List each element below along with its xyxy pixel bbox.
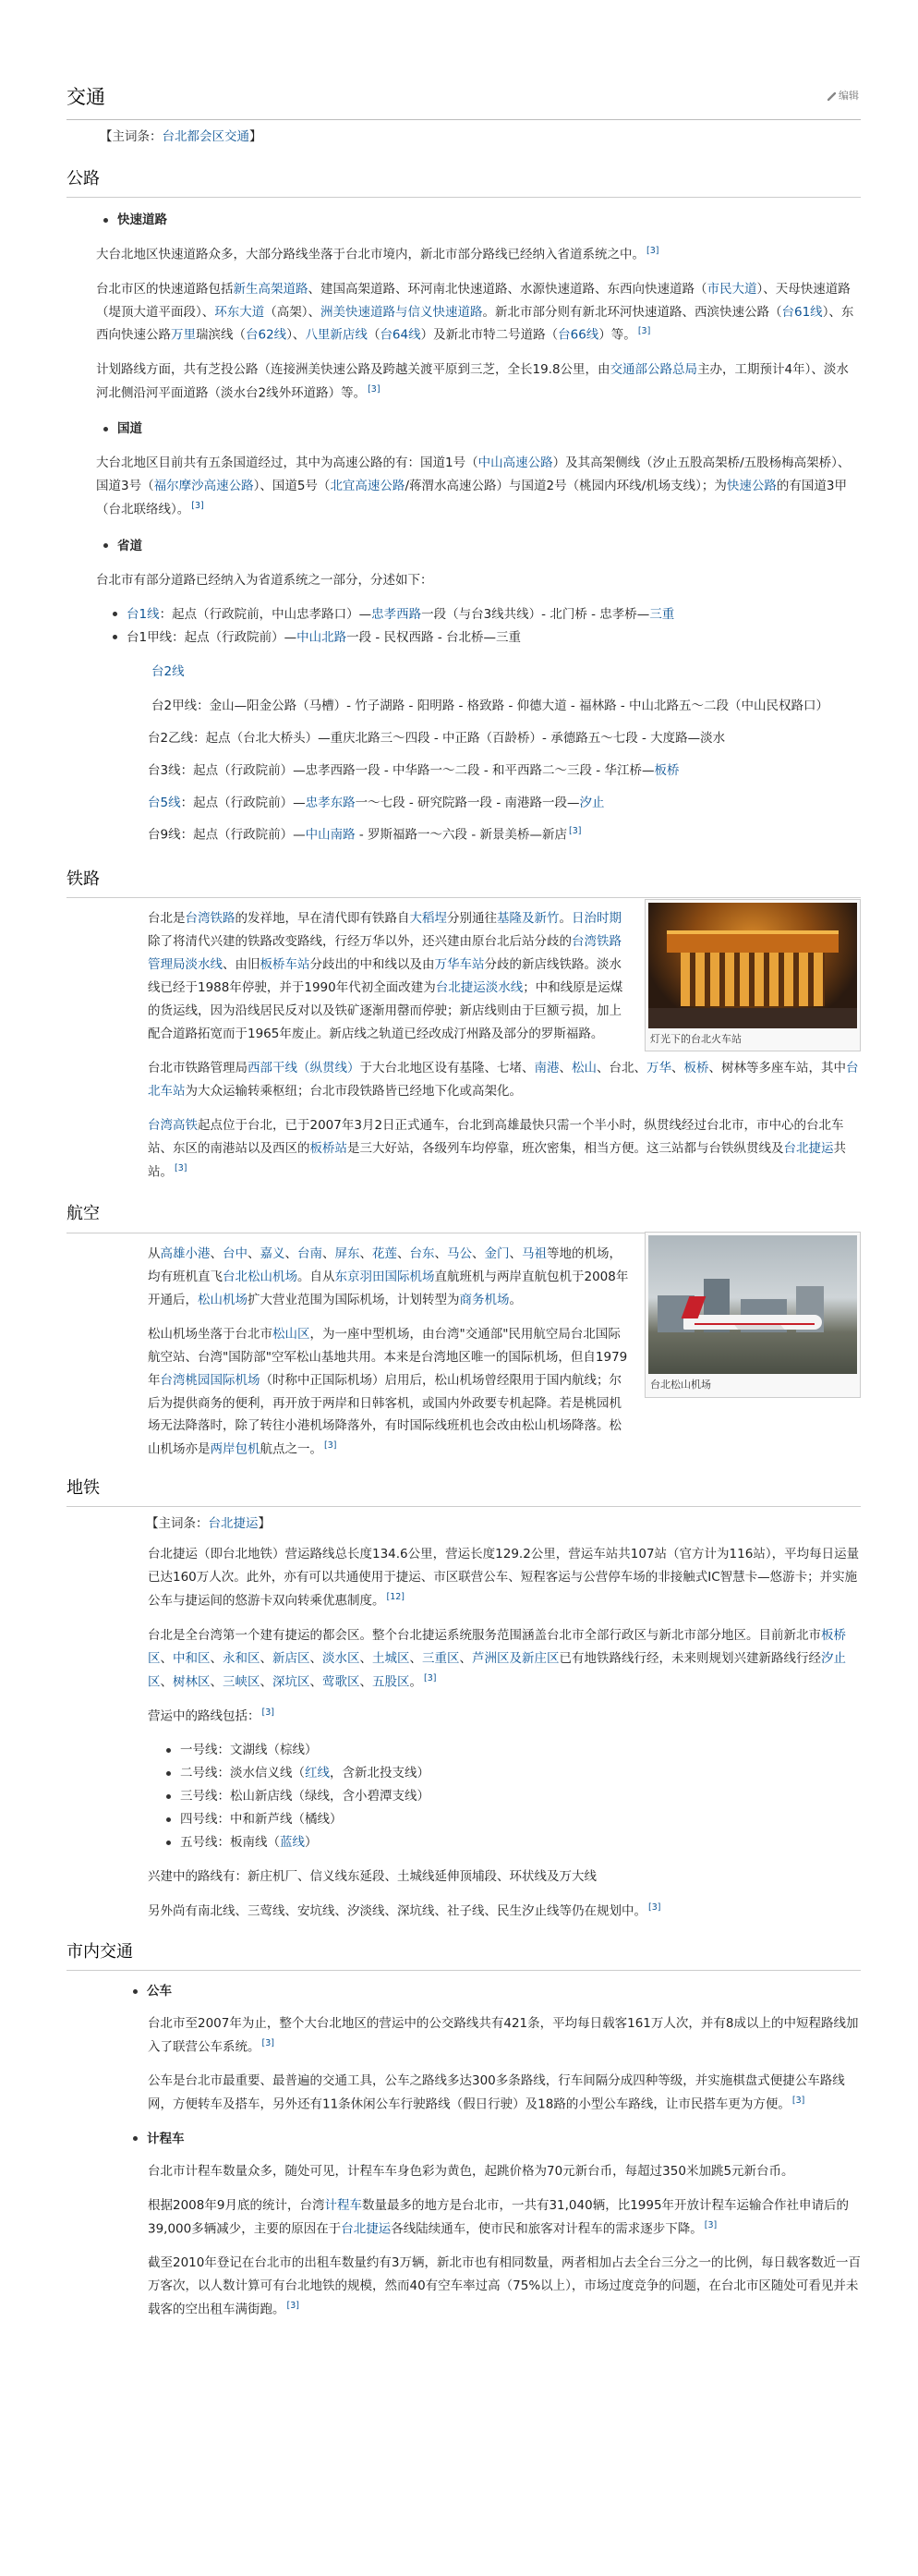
section-heading-rail: 铁路 [66,864,861,898]
link-songshan-airport[interactable]: 松山机场 [198,1292,248,1307]
metro-line-item: 一号线：文湖线（棕线） [166,1739,861,1762]
t2-label [151,661,861,684]
link-beiyi-fwy[interactable]: 北宜高速公路 [330,479,405,494]
link-t61[interactable]: 台61线 [781,304,823,320]
link-songshan[interactable]: 松山 [572,1061,597,1076]
t3-text: 台3线：起点（行政院前）—忠孝西路一段 - 中华路一～二段 - 和平西路二～三段 - 华江桥—板桥 [148,762,680,778]
link-songshan-district[interactable]: 松山区 [272,1326,310,1342]
bus-heading: 公车 [133,1980,861,2003]
link-tsa[interactable]: 台北松山机场 [223,1269,297,1284]
link-hualien[interactable]: 花莲 [372,1245,397,1261]
provincial-heading: 省道 [103,535,861,558]
songshan-airport-photo[interactable] [648,1235,857,1374]
ref-link[interactable]: [3] [424,1672,437,1683]
link-expressway[interactable]: 快速公路 [726,479,777,494]
link-taichung[interactable]: 台中 [223,1245,248,1261]
article-content [66,0,861,2333]
expressway-p3: 计划路线方面，共有芝投公路（连接洲美快速公路及跨越关渡平原到三芝，全长19.8公里，由交通部公路总局主办，工期预计4年）、淡水河北侧沿河平面道路（淡水台2线外环道路）等。 [3] [96,361,849,401]
link-t64[interactable]: 台64线 [380,327,421,343]
link-pingtung[interactable]: 屏东 [334,1245,360,1261]
rail-p3: 台湾高铁起点位于台北，已于2007年3月2日正式通车，台北到高雄最快只需一个半小时，纵贯线经过台北市，市中心的台北车站、东区的南港站以及西区的板桥站是三大好站，各级列车均停靠，班次密集，相当方便。这三站都与台铁纵贯线及台北捷运共站。 [3] [148,1118,846,1180]
link-red-line[interactable]: 红线 [305,1766,330,1781]
edit-label[interactable]: 编辑 [839,90,859,102]
rail-p2: 台北市铁路管理局西部干线（纵贯线）于大台北地区设有基隆、七堵、南港、松山、台北、万华、板桥、树林等多座车站，其中台北车站为大众运输转乘枢纽；台北市段铁路皆已经地下化或高架化。 [148,1061,859,1100]
metro-planning: 另外尚有南北线、三莺线、安坑线、汐淡线、深坑线、社子线、民生汐止线等仍在规划中。 [3] [148,1902,661,1919]
link-highway-bureau[interactable]: 交通部公路总局 [610,361,698,377]
ref-link[interactable]: [3] [175,1162,187,1173]
t5-text: 台5线：起点（行政院前）—忠孝东路一～七段 - 研究院路一段 - 南港路一段—汐止 [148,795,605,810]
link-huandong[interactable]: 环东大道 [214,304,265,320]
link-xizhi[interactable]: 汐止 [579,795,605,810]
bus-p2: 公车是台北市最重要、最普遍的交通工具，公车之路线多达300多条路线，行车间隔分成四种等级，并实施棋盘式便捷公车路线网，方便转车及搭车，另外还有11条休闲公车行驶路线（假日行驶）及18路的小型公车路线，让市民搭车更为方便。 [3] [148,2073,845,2112]
section-heading-road: 公路 [66,164,861,198]
provincial-intro: 台北市有部分道路已经纳入为省道系统之一部分，分述如下： [96,572,433,588]
link-yonghe[interactable]: 永和区 [223,1650,260,1666]
rail-p1: 台北是台湾铁路的发祥地，早在清代即有铁路自大稻埕分别通往基隆及新竹。日治时期除了将清代兴建的铁路改变路线，行经万华以外，还兴建由原台北后站分歧的台湾铁路管理局淡水线、由旧板桥车站分歧出的中和线以及由万华车站分歧的新店线铁路。淡水线已经于1988年停驶，并于1990年代初全面改建为台北捷运淡水线；中和线原是运煤的货运线，因为沿线居民反对以及铁矿逐渐用罄而停驶；新店线则由于巨额亏损，加上配合道路拓宽而于1965年废止。新店线之轨道已经改成汀州路及部分的罗斯福路。 [148,911,623,1042]
link-kaohsiung[interactable]: 高雄小港 [160,1245,211,1261]
metro-p1: 台北捷运（即台北地铁）营运路线总长度134.6公里，营运长度129.2公里，营运车站共107站（官方计为116站），平均每日运量已达160万人次。此外，亦有可以共通使用于捷运、市区联营公车、短程客运与公营停车场的非接触式IC智慧卡—悠游卡；并实施公车与捷运间的悠游卡双向转乘优惠制度。 [12] [148,1547,860,1609]
link-metro-main[interactable]: 台北捷运 [208,1516,259,1532]
link-business-airport[interactable]: 商务机场 [459,1292,510,1307]
link-t1[interactable]: 台1线 [127,606,160,622]
main-article-link[interactable]: 台北都会区交通 [162,128,249,144]
edit-link[interactable] [827,87,859,105]
t9-text: 台9线：起点（行政院前）—中山南路 - 罗斯福路一～六段 - 新景美桥—新店 [3] [148,826,582,843]
link-tucheng[interactable]: 土城区 [372,1650,410,1666]
link-taitung[interactable]: 台东 [409,1245,435,1261]
bus-p1: 台北市至2007年为止，整个大台北地区的营运中的公交路线共有421条，平均每日载客161万人次，并有8成以上的中短程路线加入了联营公车系统。 [3] [148,2016,859,2055]
ref-link[interactable]: [3] [191,501,204,512]
link-zhongshan-fwy[interactable]: 中山高速公路 [477,456,553,471]
metro-main-ref: 【主词条：台北捷运】 [146,1516,271,1532]
link-zhonghe[interactable]: 中和区 [173,1650,211,1666]
link-banqiao[interactable]: 板桥 [654,762,680,778]
metro-lines-intro: 营运中的路线包括： [3] [148,1707,274,1724]
link-nangang[interactable]: 南港 [534,1061,560,1076]
link-wugu[interactable]: 五股区 [372,1674,410,1690]
link-taipei-station[interactable]: 台北车站 [148,1061,859,1100]
expressway-p1: 大台北地区快速道路众多，大部分路线坐落于台北市境内，新北市部分路线已经纳入省道系统之中。 [3] [96,246,659,262]
link-zhongxiao-w[interactable]: 忠孝西路 [371,606,422,622]
list-item: 台1线：起点（行政院前，中山忠孝路口）—忠孝西路一段（与台3线共线）- 北门桥 - 忠孝桥—三重 [113,603,861,626]
link-zhongshan-n[interactable]: 中山北路 [296,629,347,645]
ref-link[interactable]: [3] [648,1902,661,1914]
ref-link[interactable]: [3] [261,2037,274,2048]
link-mrt-tamsui[interactable]: 台北捷运淡水线 [435,980,524,996]
link-cross-strait[interactable]: 两岸包机 [210,1441,260,1457]
link-taipei-metro2[interactable]: 台北捷运 [341,2221,392,2237]
link-civic-blvd[interactable]: 市民大道 [707,281,757,297]
taipei-station-photo[interactable] [648,903,857,1028]
link-sanchong[interactable]: 三重 [649,606,675,622]
national-p: 大台北地区目前共有五条国道经过，其中为高速公路的有：国道1号（中山高速公路）及其高架侧线（汐止五股高架桥/五股杨梅高架桥）、国道3号（福尔摩沙高速公路）、国道5号（北宜高速公路/蒋渭水高速公路）与国道2号（桃园内环线/机场支线）；为快速公路的有国道3甲（台北联络线）。 [3] [96,456,851,517]
main-article-ref: 【主词条：台北都会区交通】 [100,128,262,144]
link-t62[interactable]: 台62线 [246,327,287,343]
metro-building: 兴建中的路线有：新庄机厂、信义线东延段、土城线延伸顶埔段、环状线及万大线 [148,1869,597,1885]
link-dadaocheng[interactable]: 大稻埕 [409,911,447,927]
ref-link[interactable]: [3] [569,826,582,837]
link-zhongxiao-e[interactable]: 忠孝东路 [305,795,356,810]
link-matsu[interactable]: 马祖 [522,1245,547,1261]
metro-line-item: 三号线：松山新店线（绿线，含小碧潭支线） [166,1785,861,1808]
taxi-p3: 截至2010年登记在台北市的出租车数量约有3万辆，新北市也有相同数量，两者相加占去全台三分之一的比例，每日载客数近一百万客次，以人数计算可有台北地铁的规模，然而40有空车率过高（75%以上），市场过度竞争的问题，在台北市区随处可看见并未载客的空出租车满街跑。 [3] [148,2255,861,2317]
link-taipei-metro[interactable]: 台北捷运 [783,1140,834,1156]
taxi-p2: 根据2008年9月底的统计，台湾计程车数量最多的地方是台北市，一共有31,040辆，比1995年开放计程车运输合作社申请后的39,000多辆减少，主要的原因在于台北捷运各线陆续通车，使市民和旅客对计程车的需求逐步下降。 [3] [148,2197,850,2237]
section-heading-city: 市内交通 [66,1937,861,1971]
link-banqiao2[interactable]: 板桥 [683,1061,709,1076]
t2b-text: 台2乙线：起点（台北大桥头）—重庆北路三～四段 - 中正路（百龄桥）- 承德路五～七段 - 大度路—淡水 [148,730,726,746]
link-tra[interactable]: 台湾铁路 [185,911,236,927]
link-formosa-fwy[interactable]: 福尔摩沙高速公路 [153,479,254,494]
figure-taipei-station[interactable] [645,899,861,1051]
link-haneda[interactable]: 东京羽田国际机场 [334,1269,435,1284]
link-t5[interactable]: 台5线 [148,795,181,810]
national-heading: 国道 [103,418,861,441]
ref-link[interactable]: [3] [368,383,380,395]
section-heading-metro: 地铁 [66,1473,861,1507]
link-xinsheng[interactable]: 新生高架道路 [233,281,308,297]
link-banqiao-dist[interactable]: 板桥区 [148,1627,846,1666]
link-wanhua-station[interactable]: 万华车站 [434,957,485,973]
link-zhoumei[interactable]: 洲美快速道路与信义快速道路 [320,304,483,320]
link-t66[interactable]: 台66线 [558,327,599,343]
t2a-text: 台2甲线：金山—阳金公路（马槽）- 竹子湖路 - 阳明路 - 格致路 - 仰德大道 - 福林路 - 中山北路五～二段（中山民权路口） [151,698,829,713]
link-banqiao-station[interactable]: 板桥车站 [260,957,310,973]
link-wanli[interactable]: 万里 [171,327,196,343]
link-shulin[interactable]: 树林区 [173,1674,211,1690]
link-t2[interactable]: 台2线 [151,663,185,679]
link-bali[interactable]: 八里新店线 [305,327,368,343]
ref-link[interactable]: [3] [704,2219,718,2230]
link-thsr[interactable]: 台湾高铁 [148,1118,198,1133]
link-luzhou-xinzhuang[interactable]: 芦洲区及新庄区 [472,1650,560,1666]
link-japanese-era[interactable]: 日治时期 [572,911,622,927]
link-chiayi[interactable]: 嘉义 [260,1245,285,1261]
ref-link[interactable]: [12] [386,1592,405,1603]
section-heading-transport [66,79,861,120]
link-tainan[interactable]: 台南 [297,1245,322,1261]
air-p1: 从高雄小港、台中、嘉义、台南、屏东、花莲、台东、马公、金门、马祖等地的机场，均有班机直飞台北松山机场。自从东京羽田国际机场直航班机与两岸直航包机于2008年开通后，松山机场扩大营业范围为国际机场，计划转型为商务机场。 [148,1245,629,1307]
link-taoyuan-airport[interactable]: 台湾桃园国际机场 [160,1372,260,1388]
taxi-heading: 计程车 [133,2128,861,2151]
figure-caption: 台北松山机场 [650,1379,711,1391]
link-tamsui[interactable]: 淡水区 [322,1650,360,1666]
ref-link[interactable]: [3] [324,1440,337,1452]
link-sanchong-dist[interactable]: 三重区 [422,1650,460,1666]
list-item: 台1甲线：起点（行政院前）—中山北路一段 - 民权西路 - 台北桥—三重 [113,626,861,650]
ref-link[interactable]: [3] [791,2096,805,2107]
link-magong[interactable]: 马公 [447,1245,472,1261]
figure-caption: 灯光下的台北火车站 [650,1032,742,1045]
metro-line-item: 二号线：淡水信义线（红线，含新北投支线） [166,1762,861,1785]
link-tamsui-line[interactable]: 台湾铁路管理局淡水线 [148,934,622,973]
link-banqiao-hsr[interactable]: 板桥站 [309,1140,347,1156]
section-heading-air: 航空 [66,1198,861,1233]
ref-link[interactable]: [3] [261,1707,274,1718]
figure-songshan-airport[interactable] [645,1232,861,1397]
link-blue-line[interactable]: 蓝线 [280,1835,305,1851]
link-wanhua[interactable]: 万华 [646,1061,671,1076]
link-sanxia[interactable]: 三峡区 [223,1674,260,1690]
link-western-line[interactable]: 西部干线（纵贯线） [248,1061,360,1076]
taxi-p1: 台北市计程车数量众多，随处可见，计程车车身色彩为黄色，起跳价格为70元新台币，每超过350米加跳5元新台币。 [148,2163,794,2179]
link-yingge[interactable]: 莺歌区 [322,1674,360,1690]
ref-link[interactable]: [3] [637,326,651,337]
metro-p2: 台北是全台湾第一个建有捷运的都会区。整个台北捷运系统服务范围涵盖台北市全部行政区与新北市部分地区。目前新北市板桥区、中和区、永和区、新店区、淡水区、土城区、三重区、芦洲区及新庄区已有地铁路线行经，未来则规划兴建新路线行经汐止区、树林区、三峡区、深坑区、莺歌区、五股区。 [3] [148,1627,846,1690]
link-xizhi-dist[interactable]: 汐止区 [148,1650,846,1690]
link-keelung-hsinchu[interactable]: 基隆及新竹 [497,911,560,927]
link-xindian[interactable]: 新店区 [272,1650,310,1666]
page-title: 交通 [66,86,105,108]
expressway-heading: 快速道路 [103,209,861,232]
link-taxi[interactable]: 计程车 [324,2197,362,2213]
link-kinmen[interactable]: 金门 [484,1245,510,1261]
ref-link[interactable]: [3] [646,246,659,257]
ref-link[interactable]: [3] [286,2301,299,2312]
pencil-icon [827,92,836,101]
link-shenkeng[interactable]: 深坑区 [272,1674,310,1690]
metro-line-item: 四号线：中和新芦线（橘线） [166,1808,861,1831]
air-p2: 松山机场坐落于台北市松山区，为一座中型机场，由台湾"交通部"民用航空局台北国际航空站、台湾"国防部"空军松山基地共用。本来是台湾地区唯一的国际机场，但自1979年台湾桃园国际机场（时称中正国际机场）启用后，松山机场曾经限用于国内航线；尔后为提供商务的便利，再开放于两岸和日韩客机，或国内外政要专机起降。若是桃园机场无法降落时，除了转往小港机场降落外，有时国际线班机也会改由松山机场降落。松山机场亦是两岸包机航点之一。 [3] [148,1326,628,1457]
expressway-p2: 台北市区的快速道路包括新生高架道路、建国高架道路、环河南北快速道路、水源快速道路、东西向快速道路（市民大道）、天母快速道路（堤顶大道平面段）、环东大道（高架）、洲美快速道路与信义快速道路。新北市部分则有新北环河快速道路、西滨快速公路（台61线）、东西向快速公路万里瑞滨线（台62线）、八里新店线（台64线）及新北市特二号道路（台66线）等。 [3] [96,281,854,343]
link-zhongshan-s[interactable]: 中山南路 [305,827,356,843]
metro-line-item: 五号线：板南线（蓝线） [166,1831,861,1854]
